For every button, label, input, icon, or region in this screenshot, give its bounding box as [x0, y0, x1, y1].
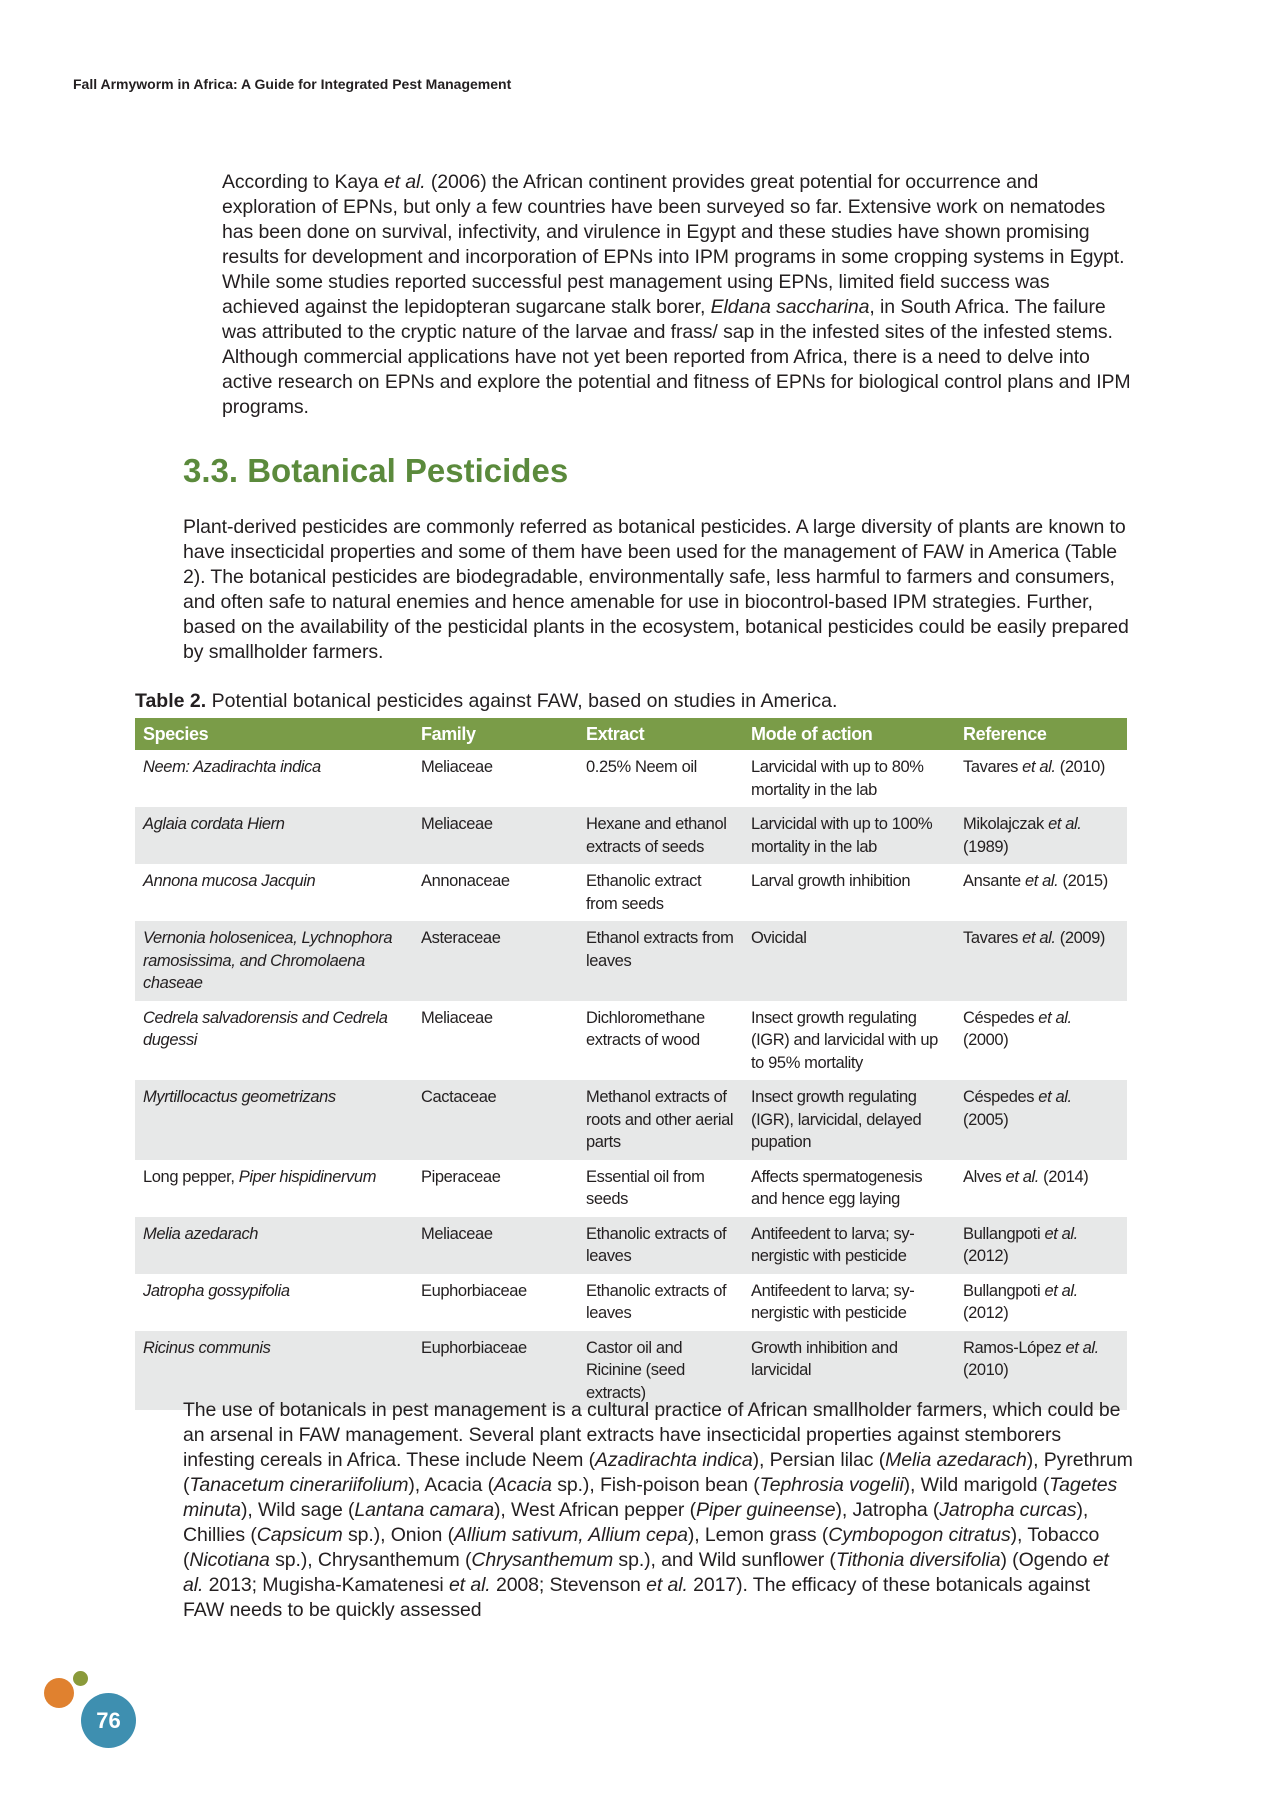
caption-text: Potential botanical pesticides against FAW, based on studies in America.	[206, 690, 838, 712]
cell-family: Annonaceae	[421, 872, 510, 890]
table-header-row	[135, 718, 1127, 750]
paragraph-african-botanicals	[183, 1398, 1133, 1623]
cell-extract: Methanol extracts of roots and other aerial parts	[578, 1080, 743, 1160]
section-heading: 3.3. Botanical Pesticides	[183, 452, 569, 489]
italic-text: Tephrosia vogelii	[759, 1474, 904, 1496]
italic-text: Jatropha gossypifolia	[143, 1281, 290, 1300]
text-run: (2009)	[1055, 929, 1106, 947]
text-run: Céspedes	[963, 1088, 1039, 1106]
table-row	[135, 1274, 1127, 1331]
text-run: Céspedes	[963, 1008, 1039, 1027]
italic-text: et al.	[1044, 1281, 1078, 1300]
italic-text: Piper guineense	[696, 1499, 836, 1521]
cell-extract: Castor oil and Ricinine (seed extracts)	[578, 1331, 743, 1411]
table-row	[135, 1080, 1127, 1160]
cell-reference	[955, 864, 1127, 921]
italic-text: Capsicum	[256, 1524, 343, 1546]
italic-text: et al.	[1048, 815, 1082, 833]
text-run: sp.), Fish-poison bean (	[551, 1474, 760, 1496]
col-mode: Mode of action	[743, 718, 955, 750]
text-run: ) (Ogendo	[1000, 1549, 1093, 1571]
text-run: (2012)	[963, 1304, 1009, 1322]
text-run: According to Kaya	[222, 171, 384, 193]
italic-text: Aglaia cordata Hiern	[143, 815, 285, 833]
text-run: (2010)	[1055, 758, 1106, 776]
text-run: Long pepper,	[143, 1167, 239, 1186]
text-run: Bullangpoti	[963, 1281, 1045, 1300]
cell-mode: Larval growth inhibition	[751, 872, 911, 890]
italic-text: Lantana camara	[354, 1499, 494, 1521]
cell-extract: Ethanolic extracts of leaves	[578, 1217, 743, 1274]
text-run: sp.), Chrysanthemum (	[269, 1549, 472, 1571]
cell-extract: Ethanolic extract from seeds	[586, 872, 702, 913]
cell-reference	[955, 750, 1127, 807]
cell-mode: Antifeedent to larva; sy-nergistic with pesticide	[743, 1217, 955, 1274]
italic-text: Tagetes minuta	[183, 1474, 1118, 1521]
cell-extract: Essential oil from seeds	[586, 1167, 705, 1208]
page-number: 76	[81, 1693, 136, 1748]
text-run: (2015)	[1058, 872, 1108, 890]
cell-extract: Ethanol extracts from leaves	[578, 921, 743, 1001]
cell-mode: Larvicidal with up to 100% mortality in the lab	[743, 807, 955, 864]
cell-mode: Ovicidal	[743, 921, 955, 1001]
text-run: (2006) the African continent provides great potential for occurrence and exploration of EPNs, but only a few countries have been surveyed so far. Extensive work on nematodes has been done on survival, infectivity, and virulence in Egypt and these studies have shown promising results for development and incorporation of EPNs into IPM programs in some cropping systems in Egypt. While some studies reported successful pest management using EPNs, limited field success was achieved against the lepidopteran sugarcane stalk borer,	[222, 171, 1125, 318]
cell-species	[135, 1001, 413, 1081]
text-run: ), Acacia (	[408, 1474, 494, 1496]
italic-text: et al.	[1038, 1008, 1072, 1027]
cell-family: Meliaceae	[413, 1217, 578, 1274]
cell-family: Cactaceae	[413, 1080, 578, 1160]
cell-family: Euphorbiaceae	[421, 1281, 527, 1300]
botanical-pesticides-table	[135, 718, 1127, 1410]
italic-text: Tanacetum cinerariifolium	[189, 1474, 409, 1496]
text-run: ), Wild marigold (	[903, 1474, 1050, 1496]
table-row	[135, 750, 1127, 807]
italic-text: Chrysanthemum	[471, 1549, 614, 1571]
italic-text: et al.	[1022, 929, 1056, 947]
text-run: (1989)	[963, 837, 1009, 856]
italic-text: et al.	[646, 1574, 688, 1596]
text-run: sp.), and Wild sunflower (	[613, 1549, 836, 1571]
cell-mode: Insect growth regulating (IGR), larvicidal, delayed pupation	[743, 1080, 955, 1160]
paragraph-botanical-intro	[183, 515, 1133, 665]
italic-text: et al.	[1022, 758, 1056, 776]
text-run: , in South Africa. The failure was attributed to the cryptic nature of the larvae and frass/ sap in the infested sites of the infested stems. Although commercial applications have not yet been reported from Africa, there is a need to delve into active research on EPNs and explore the potential and fitness of EPNs for biological control plans and IPM programs.	[222, 296, 1131, 418]
italic-text: Vernonia holosenicea, Lychnophora ramosissima, and Chromolaena chaseae	[143, 929, 393, 992]
italic-text: Melia azedarach	[143, 1224, 259, 1243]
text-run: ), West African pepper (	[493, 1499, 697, 1521]
text-run: (2000)	[963, 1031, 1009, 1049]
col-species: Species	[135, 718, 413, 750]
italic-text: et al.	[1065, 1338, 1099, 1357]
caption-label: Table 2.	[135, 690, 207, 712]
cell-extract: Ethanolic extracts of leaves	[586, 1281, 727, 1322]
italic-text: Nicotiana	[189, 1549, 270, 1571]
cell-extract: Hexane and ethanol extracts of seeds	[578, 807, 743, 864]
text-run: Bullangpoti	[963, 1224, 1045, 1243]
cell-species	[135, 921, 413, 1001]
cell-family: Asteraceae	[413, 921, 578, 1001]
cell-reference	[955, 1274, 1127, 1331]
cell-mode: Larvicidal with up to 80% mortality in the lab	[751, 758, 924, 799]
cell-species	[135, 1080, 413, 1160]
text-run: ), Tobacco (	[183, 1524, 1100, 1571]
text-run: (2010)	[963, 1361, 1009, 1379]
cell-family: Meliaceae	[421, 758, 493, 776]
text-run: Tavares	[963, 929, 1023, 947]
cell-mode: Growth inhibition and larvicidal	[743, 1331, 955, 1411]
cell-reference	[955, 1001, 1127, 1081]
italic-text: Myrtillocactus geometrizans	[143, 1088, 336, 1106]
col-reference: Reference	[955, 718, 1127, 750]
running-header: Fall Armyworm in Africa: A Guide for Integrated Pest Management	[73, 76, 512, 92]
text-run: sp.), Onion (	[342, 1524, 454, 1546]
italic-text: Melia azedarach	[885, 1449, 1027, 1471]
cell-family: Euphorbiaceae	[413, 1331, 578, 1411]
text-run: ), Pyrethrum (	[183, 1449, 1133, 1496]
text-run: 2008; Stevenson	[490, 1574, 647, 1596]
italic-text: et al.	[1038, 1088, 1072, 1106]
italic-text: Acacia	[493, 1474, 552, 1496]
italic-text: Piper hispidinervum	[238, 1167, 377, 1186]
text-run: Ansante	[963, 872, 1025, 890]
cell-mode: Insect growth regulating (IGR) and larvicidal with up to 95% mortality	[751, 1008, 938, 1072]
cell-species	[135, 750, 413, 807]
italic-text: Tithonia diversifolia	[835, 1549, 1001, 1571]
table-caption	[135, 690, 837, 713]
cell-mode: Affects spermatogenesis and hence egg laying	[751, 1167, 923, 1208]
cell-species	[135, 1217, 413, 1274]
text-run: ), Lemon grass (	[687, 1524, 829, 1546]
italic-text: Eldana saccharina	[710, 296, 870, 318]
cell-reference	[955, 1217, 1127, 1274]
cell-reference	[955, 1160, 1127, 1217]
text-run: ), Jatropha (	[835, 1499, 940, 1521]
italic-text: et al.	[183, 1549, 1109, 1596]
cell-species	[135, 1274, 413, 1331]
italic-text: et al.	[448, 1574, 491, 1596]
text-run: The use of botanicals in pest management is a cultural practice of African smallholder farmers, which could be an arsenal in FAW management. Several plant extracts have insecticidal properties against stemborers infesting cereals in Africa. These include Neem (	[183, 1399, 1121, 1471]
italic-text: et al.	[1044, 1224, 1078, 1243]
italic-text: et al.	[383, 171, 426, 193]
cell-family: Piperaceae	[421, 1167, 501, 1186]
cell-family: Meliaceae	[413, 807, 578, 864]
italic-text: Cymbopogon citratus	[828, 1524, 1011, 1546]
text-run: ), Persian lilac (	[752, 1449, 886, 1471]
text-run: Plant-derived pesticides are commonly referred as botanical pesticides. A large diversity of plants are known to have insecticidal properties and some of them have been used for the management of FAW in America (Table 2). The botanical pesticides are biodegradable, environmentally safe, less harmful to farmers and consumers, and often safe to natural enemies and hence amenable for use in biocontrol-based IPM strategies. Further, based on the availability of the pesticidal plants in the ecosystem, botanical pesticides could be easily prepared by smallholder farmers.	[183, 516, 1129, 663]
table-row	[135, 1001, 1127, 1081]
table-row	[135, 864, 1127, 921]
italic-text: et al.	[1005, 1167, 1039, 1186]
cell-species	[135, 1160, 413, 1217]
italic-text: et al.	[1024, 872, 1059, 890]
text-run: Tavares	[963, 758, 1023, 776]
col-extract: Extract	[578, 718, 743, 750]
text-run: (2014)	[1038, 1167, 1089, 1186]
cell-reference	[955, 807, 1127, 864]
text-run: 2017). The efficacy of these botanicals against FAW needs to be quickly assessed	[183, 1574, 1090, 1621]
italic-text: Neem: Azadirachta indica	[143, 758, 321, 776]
text-run: 2013; Mugisha-Kamatenesi	[203, 1574, 449, 1596]
cell-species	[135, 807, 413, 864]
cell-extract: Dichloromethane extracts of wood	[586, 1008, 705, 1049]
table-row	[135, 807, 1127, 864]
cell-mode: Antifeedent to larva; sy-nergistic with pesticide	[751, 1281, 915, 1322]
italic-text: Azadirachta indica	[595, 1449, 753, 1471]
col-family: Family	[413, 718, 578, 750]
text-run: Mikolajczak	[963, 815, 1049, 833]
text-run: Alves	[963, 1167, 1006, 1186]
text-run: ), Chillies (	[183, 1499, 1089, 1546]
decorative-dot-olive	[73, 1671, 88, 1686]
italic-text: Ricinus communis	[143, 1338, 271, 1357]
text-run: ), Wild sage (	[240, 1499, 355, 1521]
italic-text: Cedrela salvadorensis and Cedrela dugessi	[143, 1008, 388, 1049]
italic-text: Allium sativum, Allium cepa	[453, 1524, 688, 1546]
cell-reference	[955, 1080, 1127, 1160]
text-run: (2005)	[963, 1110, 1009, 1129]
paragraph-epn	[222, 170, 1132, 420]
table-row	[135, 921, 1127, 1001]
italic-text: Annona mucosa Jacquin	[143, 872, 316, 890]
cell-reference	[955, 921, 1127, 1001]
decorative-dot-orange	[44, 1678, 74, 1708]
cell-family: Meliaceae	[421, 1008, 493, 1027]
table-row	[135, 1160, 1127, 1217]
italic-text: Jatropha curcas	[939, 1499, 1077, 1521]
cell-extract: 0.25% Neem oil	[586, 758, 697, 776]
table-row	[135, 1217, 1127, 1274]
cell-species	[135, 864, 413, 921]
text-run: Ramos-López	[963, 1338, 1066, 1357]
text-run: (2012)	[963, 1247, 1009, 1265]
